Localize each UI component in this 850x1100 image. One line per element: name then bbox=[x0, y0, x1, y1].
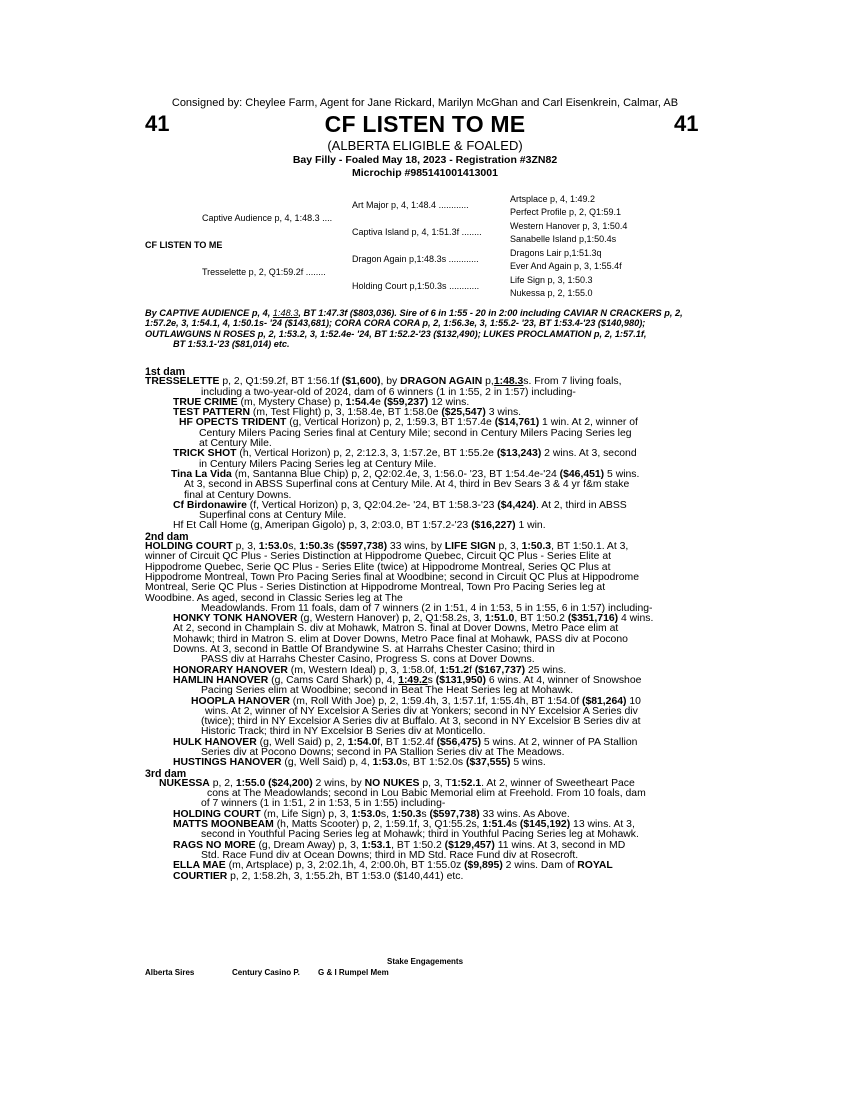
pedigree-dam: Tresselette p, 2, Q1:59.2f ........ bbox=[202, 267, 326, 277]
first-dam-line: TRESSELETTE p, 2, Q1:59.2f, BT 1:56.1f ($1,600), by DRAGON AGAIN p,1:48.3s. From 7 living foals, bbox=[145, 376, 622, 388]
foal-hamlin-hanover: HAMLIN HANOVER (g, Cams Card Shark) p, 4, 1:49.2s ($131,950) 6 wins. At 4, winner of Snowshoe bbox=[173, 674, 642, 686]
foal-honorary-hanover: HONORARY HANOVER (m, Western Ideal) p, 3, 1:58.0f, 1:51.2f ($167,737) 25 wins. bbox=[173, 664, 567, 676]
pedigree-g3-7: Life Sign p, 3, 1:50.3 bbox=[510, 275, 593, 285]
hip-number-left: 41 bbox=[145, 111, 170, 136]
foal-test-pattern: TEST PATTERN (m, Test Flight) p, 3, 1:58.4e, BT 1:58.0e ($25,547) 3 wins. bbox=[173, 407, 522, 419]
foal-ella-mae: ELLA MAE (m, Artsplace) p, 3, 2:02.1h, 4, 2:00.0h, BT 1:55.0z ($9,895) 2 wins. Dam of ROYAL bbox=[173, 860, 613, 872]
second-dam-line: HOLDING COURT p, 3, 1:53.0s, 1:50.3s ($597,738) 33 wins, by LIFE SIGN p, 3, 1:50.3, BT 1:50.1. At 3, bbox=[145, 541, 629, 553]
foal-matts-moonbeam: MATTS MOONBEAM (h, Matts Scooter) p, 2, 1:59.1f, 3, Q1:55.2s, 1:51.4s ($145,192) 13 wins. At 3, bbox=[173, 819, 635, 831]
foal-hustings-hanover: HUSTINGS HANOVER (g, Well Said) p, 4, 1:53.0s, BT 1:52.0s ($37,555) 5 wins. bbox=[173, 757, 546, 769]
stake-alberta-sires: Alberta Sires bbox=[145, 968, 195, 977]
pedigree-g3-2: Perfect Profile p, 2, Q1:59.1 bbox=[510, 207, 622, 217]
pedigree-sire-sire: Art Major p, 4, 1:48.4 ............ bbox=[352, 200, 469, 210]
pedigree-horse: CF LISTEN TO ME bbox=[145, 240, 223, 250]
foal-hf-et-call-home: Hf Et Call Home (g, Ameripan Gigolo) p, 3, 2:03.0, BT 1:57.2-'23 ($16,227) 1 win. bbox=[173, 520, 546, 532]
pedigree-g3-3: Western Hanover p, 3, 1:50.4 bbox=[510, 221, 628, 231]
foal-honky-tonk-hanover: HONKY TONK HANOVER (g, Western Hanover) p, 2, Q1:58.2s, 3, 1:51.0, BT 1:50.2 ($351,716) 4 wins. bbox=[173, 613, 654, 625]
first-dam-section: 1st dam TRESSELETTE p, 2, Q1:59.2f, BT 1:56.1f ($1,600), by DRAGON AGAIN p,1:48.3s. From 7 living foals, including a two-year-old of 2024, dam of 6 winners (1 in 1:55, 2 in 1:57) including- TRUE CRIME (m, Mystery Chase) p, 1:54.4e ($59,237) 12 wins. TEST PATTERN (m, Test Flight) p, 3, 1:58.4e, BT 1:58.0e ($25,547) 3 wins. HF OPECTS TRIDENT (g, Vertical Horizon) p, 2, 1:59.3, BT 1:57.4e ($14,761) 1 win. At 2, winner of Century Milers Pacing Series final at Century Mile; second in Century Milers Pacing Series leg at Century Mile. TRICK SHOT (h, Vertical Horizon) p, 2, 2:12.3, 3, 1:57.2e, BT 1:55.2e ($13,243) 2 wins. At 3, second in Century Milers Pacing Series leg at Century Mile. Tina La Vida (m, Santanna Blue Chip) p, 2, Q2:02.4e, 3, 1:56.0- '23, BT 1:54.4e-'24 ($46,451) 5 wins. At 3, second in ABSS Superfinal cons at Century Mile. At 4, third in Bev Sears 3 & 4 yr f&m stake final at Century Downs. Cf Birdonawire (f, Vertical Horizon) p, 3, Q2:04.2e- '24, BT 1:58.3-'23 ($4,424). At 2, third in ABSS Superfinal cons at Century Mile. Hf Et Call Home (g, Ameripan Gigolo) p, 3, 2:03.0, BT 1:57.2-'23 ($16,227) 1 win. 2nd dam HOLDING COURT p, 3, 1:53.0s, 1:50.3s ($597,738) 33 wins, by LIFE SIGN p, 3, 1:50.3, BT 1:50.1. At 3, winner of Circuit QC Plus - Series Distinction at Hippodrome Quebec, Circuit QC Plus - Series Elite at Hippodrome Quebec, Serie QC Plus - Series Elite (twice) at Hippodrome Montreal, Series QC Plus at Hippodrome Montreal, Town Pro Pacing Series final at Woodbine; second in Circuit QC Plus at Hippodrome Montreal, Serie QC Plus - Series Distinction at Hippodrome Montreal, Town Pro Pacing Series leg at Woodbine. As aged, second in Classic Series leg at The Meadowlands. From 11 foals, dam of 7 winners (2 in 1:51, 4 in 1:53, 5 in 1:55, 6 in 1:57) including- HONKY TONK HANOVER (g, Western Hanover) p, 2, Q1:58.2s, 3, 1:51.0, BT 1:50.2 ($351,716) 4 wins. At 2, second in Champlain S. div at Mohawk, Matron S. final at Dover Downs, Metro Pace elim at Mohawk; third in Matron S. elim at Dover Downs, Metro Pace final at Mohawk, PASS div at Pocono Downs. At 3, second in Battle Of Brandywine S. at Harrahs Chester Casino; third in PASS div at Harrahs Chester Casino, Progress S. cons at Dover Downs. HONORARY HANOVER (m, Western Ideal) p, 3, 1:58.0f, 1:51.2f ($167,737) 25 wins. HAMLIN HANOVER (g, Cams Card Shark) p, 4, 1:49.2s ($131,950) 6 wins. At 4, winner of Snowshoe Pacing Series elim at Woodbine; second in Beat The Heat Series leg at Mohawk. HOOPLA HANOVER (m, Roll With Joe) p, 2, 1:59.4h, 3, 1:57.1f, 1:55.4h, BT 1:54.0f ($81,264) 10 wins. At 2, winner of NY Excelsior A Series div at Yonkers; second in NY Excelsior A Series div (twice); third in NY Excelsior A Series div at Buffalo. At 3, second in NY Excelsior B Series div at Historic Track; third in NY Excelsior B Series div at Monticello. HULK HANOVER (g, Well Said) p, 2, 1:54.0f, BT 1:52.4f ($56,475) 5 wins. At 2, winner of PA Stallion Series div at Pocono Downs; second in PA Stallion Series div at The Meadows. HUSTINGS HANOVER (g, Well Said) p, 4, 1:53.0s, BT 1:52.0s ($37,555) 5 wins. 3rd dam NUKESSA p, 2, 1:55.0 ($24,200) 2 wins, by NO NUKES p, 3, T1:52.1. At 2, winner of Sweetheart Pace cons at The Meadowlands; second in Lou Babic Memorial elim at Freehold. From 10 foals, dam of 7 winners (1 in 1:51, 2 in 1:53, 5 in 1:55) including- HOLDING COURT (m, Life Sign) p, 3, 1:53.0s, 1:50.3s ($597,738) 33 wins. As Above. MATTS MOONBEAM (h, Matts Scooter) p, 2, 1:59.1f, 3, Q1:55.2s, 1:51.4s ($145,192) 13 wins. At 3, second in Youthful Pacing Series leg at Mohawk; third in Youthful Pacing Series leg at Mohawk. RAGS NO MORE (g, Dream Away) p, 3, 1:53.1, BT 1:50.2 ($129,457) 11 wins. At 3, second in MD Std. Race Fund div at Ocean Downs; third in MD Std. Race Fund div at Rosecroft. ELLA MAE (m, Artsplace) p, 3, 2:02.1h, 4, 2:00.0h, BT 1:55.0z ($9,895) 2 wins. Dam of ROYAL COURTIER p, 2, 1:58.2h, 3, 1:55.2h, BT 1:53.0 ($140,441) etc. bbox=[145, 367, 715, 882]
pedigree-g3-8: Nukessa p, 2, 1:55.0 bbox=[510, 288, 593, 298]
consignor-line: Consigned by: Cheylee Farm, Agent for Jane Rickard, Marilyn McGhan and Carl Eisenkrein, Calmar, AB bbox=[171, 97, 679, 109]
pedigree-g3-6: Ever And Again p, 3, 1:55.4f bbox=[510, 261, 622, 271]
pedigree-dam-sire: Dragon Again p,1:48.3s ............ bbox=[352, 254, 479, 264]
foal-true-crime: TRUE CRIME (m, Mystery Chase) p, 1:54.4e ($59,237) 12 wins. bbox=[173, 396, 470, 408]
foal-hoopla-hanover: HOOPLA HANOVER (m, Roll With Joe) p, 2, 1:59.4h, 3, 1:57.1f, 1:55.4h, BT 1:54.0f ($81,264) 10 bbox=[191, 695, 641, 707]
foal-rags-no-more: RAGS NO MORE (g, Dream Away) p, 3, 1:53.1, BT 1:50.2 ($129,457) 11 wins. At 3, second in MD bbox=[173, 839, 626, 851]
microchip-line: Microchip #985141001413001 bbox=[352, 167, 498, 179]
pedigree-dam-dam: Holding Court p,1:50.3s ............ bbox=[352, 281, 480, 291]
foal-hf-opects-trident: HF OPECTS TRIDENT (g, Vertical Horizon) p, 2, 1:59.3, BT 1:57.4e ($14,761) 1 win. At 2, winner of bbox=[179, 417, 638, 429]
foal-trick-shot: TRICK SHOT (h, Vertical Horizon) p, 2, 2:12.3, 3, 1:57.2e, BT 1:55.2e ($13,243) 2 wins. At 3, second bbox=[173, 448, 637, 460]
foal-holding-court: HOLDING COURT (m, Life Sign) p, 3, 1:53.0s, 1:50.3s ($597,738) 33 wins. As Above. bbox=[173, 808, 570, 820]
hip-number-right: 41 bbox=[674, 111, 699, 136]
foal-hulk-hanover: HULK HANOVER (g, Well Said) p, 2, 1:54.0f, BT 1:52.4f ($56,475) 5 wins. At 2, winner of PA Stallion bbox=[173, 736, 638, 748]
eligibility-line: (ALBERTA ELIGIBLE & FOALED) bbox=[327, 138, 523, 153]
stake-century-casino: Century Casino P. bbox=[232, 968, 300, 977]
foal-tina-la-vida: Tina La Vida (m, Santanna Blue Chip) p, 2, Q2:02.4e, 3, 1:56.0- '23, BT 1:54.4e-'24 ($46,451) 5 wins. bbox=[171, 468, 640, 480]
third-dam-heading: 3rd dam bbox=[145, 767, 187, 780]
sire-summary: By CAPTIVE AUDIENCE p, 4, 1:48.3, BT 1:47.3f ($803,036). Sire of 6 in 1:55 - 20 in 2:00 including CAVIAR N CRACKERS p, 2, 1:57.2e, 3, 1:54.1, 4, 1:50.1s- '24 ($143,681); CORA CORA CORA p, 2, 1:56.3e, 3, 1:55.2- '23, BT 1:53.4-'23 ($140,980); OUTLAWGUNS N ROSES p, 2, 1:53.2, 3, 1:52.4e- '24, BT 1:52.2-'23 ($132,490); LUKES PROCLAMATION p, 2, 1:57.1f, BT 1:53.1-'23 ($81,014) etc. bbox=[145, 308, 683, 349]
stake-rumpel-mem: G & I Rumpel Mem bbox=[318, 968, 389, 977]
horse-description: Bay Filly - Foaled May 18, 2023 - Registration #3ZN82 bbox=[292, 154, 558, 166]
first-dam-heading: 1st dam bbox=[145, 366, 186, 378]
third-dam-line: NUKESSA p, 2, 1:55.0 ($24,200) 2 wins, by NO NUKES p, 3, T1:52.1. At 2, winner of Sweetheart Pace bbox=[159, 777, 635, 789]
pedigree-sire: Captive Audience p, 4, 1:48.3 .... bbox=[202, 213, 333, 223]
horse-name: CF LISTEN TO ME bbox=[324, 111, 526, 137]
pedigree-sire-dam: Captiva Island p, 4, 1:51.3f ........ bbox=[352, 227, 482, 237]
pedigree-g3-1: Artsplace p, 4, 1:49.2 bbox=[510, 194, 596, 204]
pedigree-g3-5: Dragons Lair p,1:51.3q bbox=[510, 248, 602, 258]
foal-cf-birdonawire: Cf Birdonawire (f, Vertical Horizon) p, 3, Q2:04.2e- '24, BT 1:58.3-'23 ($4,424). At 2, third in ABSS bbox=[173, 499, 627, 511]
stake-engagements-heading: Stake Engagements bbox=[386, 957, 464, 966]
pedigree-g3-4: Sanabelle Island p,1:50.4s bbox=[510, 234, 617, 244]
second-dam-heading: 2nd dam bbox=[145, 530, 189, 543]
